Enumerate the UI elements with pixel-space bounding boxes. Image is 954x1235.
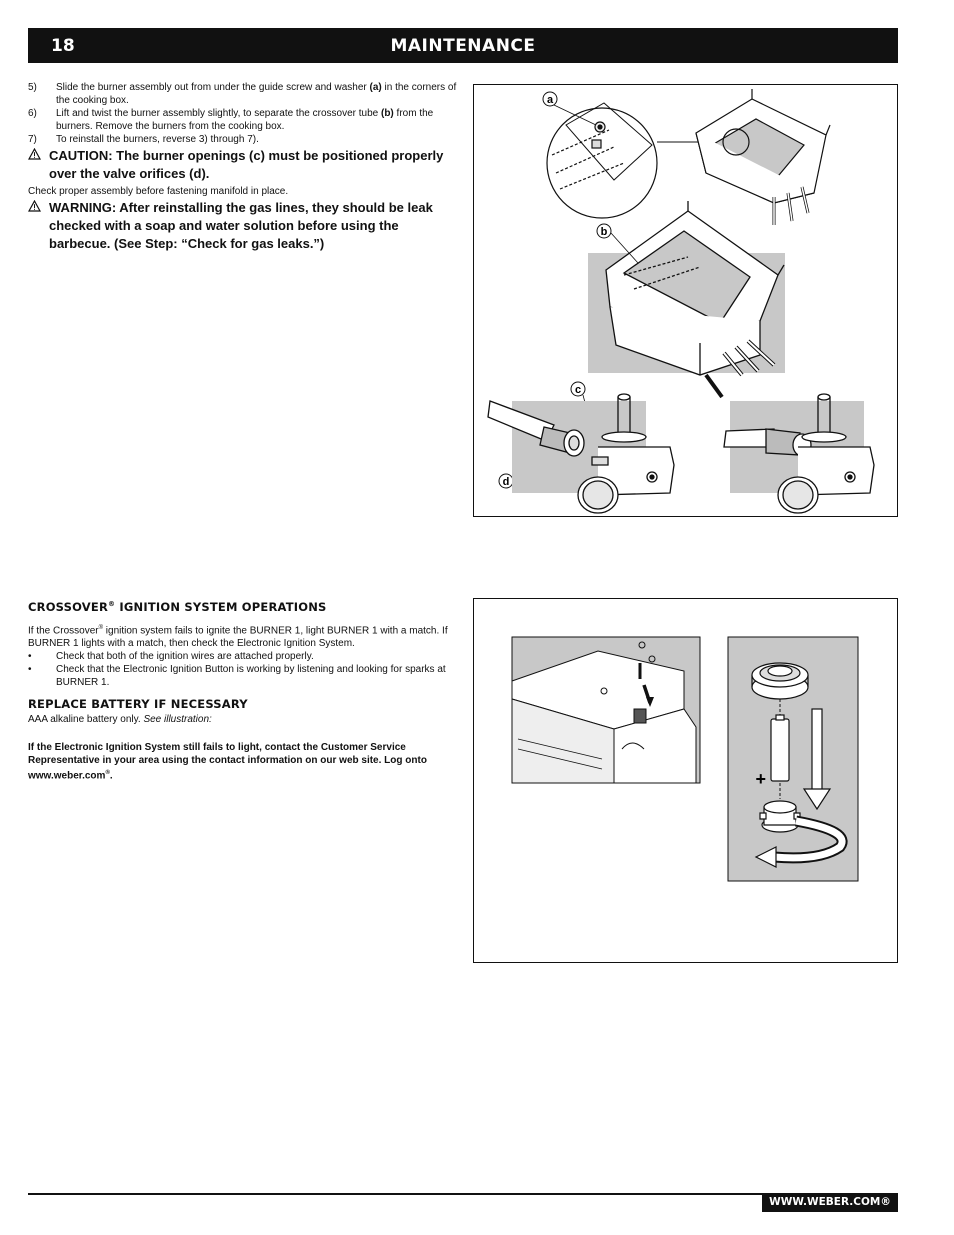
burner-removal-illustration [473, 84, 898, 517]
caution-notice [28, 147, 458, 183]
warning-notice [28, 199, 458, 253]
svg-text:a: a [546, 94, 554, 106]
bullet-text: Check that both of the ignition wires are attached properly. [56, 651, 314, 663]
bullet-marker: • [28, 664, 32, 676]
burner-assembly-drawing [474, 85, 897, 516]
svg-text:d: d [502, 476, 510, 488]
battery-aaa [771, 715, 789, 781]
paragraph-text: AAA alkaline battery only. [28, 714, 144, 726]
registered-mark: ® [105, 770, 110, 777]
registered-mark: ® [108, 600, 116, 608]
step-text-part: in the corners of the cooking box. [56, 82, 457, 106]
paragraph-text: If the Crossover [28, 625, 99, 637]
svg-text:b: b [600, 226, 608, 238]
bullet-text: Check that the Electronic Ignition Button is working by listening and looking for sparks at BURNER 1. [56, 664, 446, 689]
list-item [28, 663, 448, 689]
callout-a [543, 92, 557, 106]
step-text-part: Slide the burner assembly out from under the guide screw and washer [56, 82, 370, 93]
guide-screw-detail [547, 103, 657, 218]
warning-triangle-icon [28, 147, 49, 183]
ignition-button-cap [752, 663, 808, 699]
step-text: To reinstall the burners, reverse 3) through 7). [56, 134, 259, 145]
bullet-marker: • [28, 651, 32, 663]
battery-plus-icon: + [755, 769, 766, 789]
svg-text:c: c [574, 384, 582, 396]
paragraph-text: . [109, 770, 113, 782]
ignition-section [28, 598, 448, 782]
step-number: 5) [28, 82, 37, 93]
step-item [28, 81, 458, 107]
step-item [28, 107, 458, 133]
paragraph-text: ignition system fails to ignite the BURNER 1, light BURNER 1 with a match. If BURNER 1 lights with a match, then check the Electronic Ignition System. [28, 625, 448, 650]
see-illustration-text: See illustration: [143, 714, 212, 726]
battery-steps-panel [728, 637, 858, 881]
caution-text: CAUTION: The burner openings (c) must be positioned properly over the valve orifices (d). [49, 148, 444, 181]
warning-text: WARNING: After reinstalling the gas lines, they should be leak checked with a soap and water solution before using the barbecue. (See Step: “Check for gas leaks.”) [49, 200, 433, 251]
heading-text: CROSSOVER [28, 599, 108, 614]
battery-socket [760, 801, 800, 832]
battery-replacement-illustration [473, 598, 898, 963]
ignition-location-panel [512, 637, 700, 783]
footer-url: WWW.WEBER.COM® [762, 1193, 898, 1212]
step-item [28, 133, 458, 146]
assembly-check-note: Check proper assembly before fastening manifold in place. [28, 186, 289, 197]
paragraph-text: If the Electronic Ignition System still fails to light, contact the Customer Service Representative in your area using the contact information on our web site. Log onto www.weber.com [28, 742, 427, 782]
warning-triangle-icon [28, 199, 49, 253]
burner-instructions [28, 81, 458, 253]
step-text-part: Lift and twist the burner assembly slightly, to separate the crossover tube [56, 108, 381, 119]
step-number: 7) [28, 134, 37, 145]
list-item [28, 650, 448, 663]
step-text [56, 107, 458, 133]
contact-paragraph [28, 741, 448, 782]
page-title: MAINTENANCE [390, 36, 536, 56]
step-text-part: from the burners. Remove the burners from the cooking box. [56, 108, 434, 132]
header-bar [28, 28, 898, 63]
crossover-paragraph [28, 622, 448, 650]
page-number: 18 [51, 36, 75, 56]
battery-drawing [474, 599, 897, 962]
step-number: 6) [28, 108, 37, 119]
heading-text: IGNITION SYSTEM OPERATIONS [115, 599, 327, 614]
step-text [56, 81, 458, 107]
cooking-box-top [696, 89, 830, 225]
battery-paragraph [28, 713, 448, 726]
battery-heading: REPLACE BATTERY IF NECESSARY [28, 697, 248, 712]
step-ref-label: (a) [369, 82, 382, 93]
crossover-heading [28, 598, 448, 614]
step-ref-label: (b) [380, 108, 394, 119]
registered-mark: ® [98, 624, 104, 631]
